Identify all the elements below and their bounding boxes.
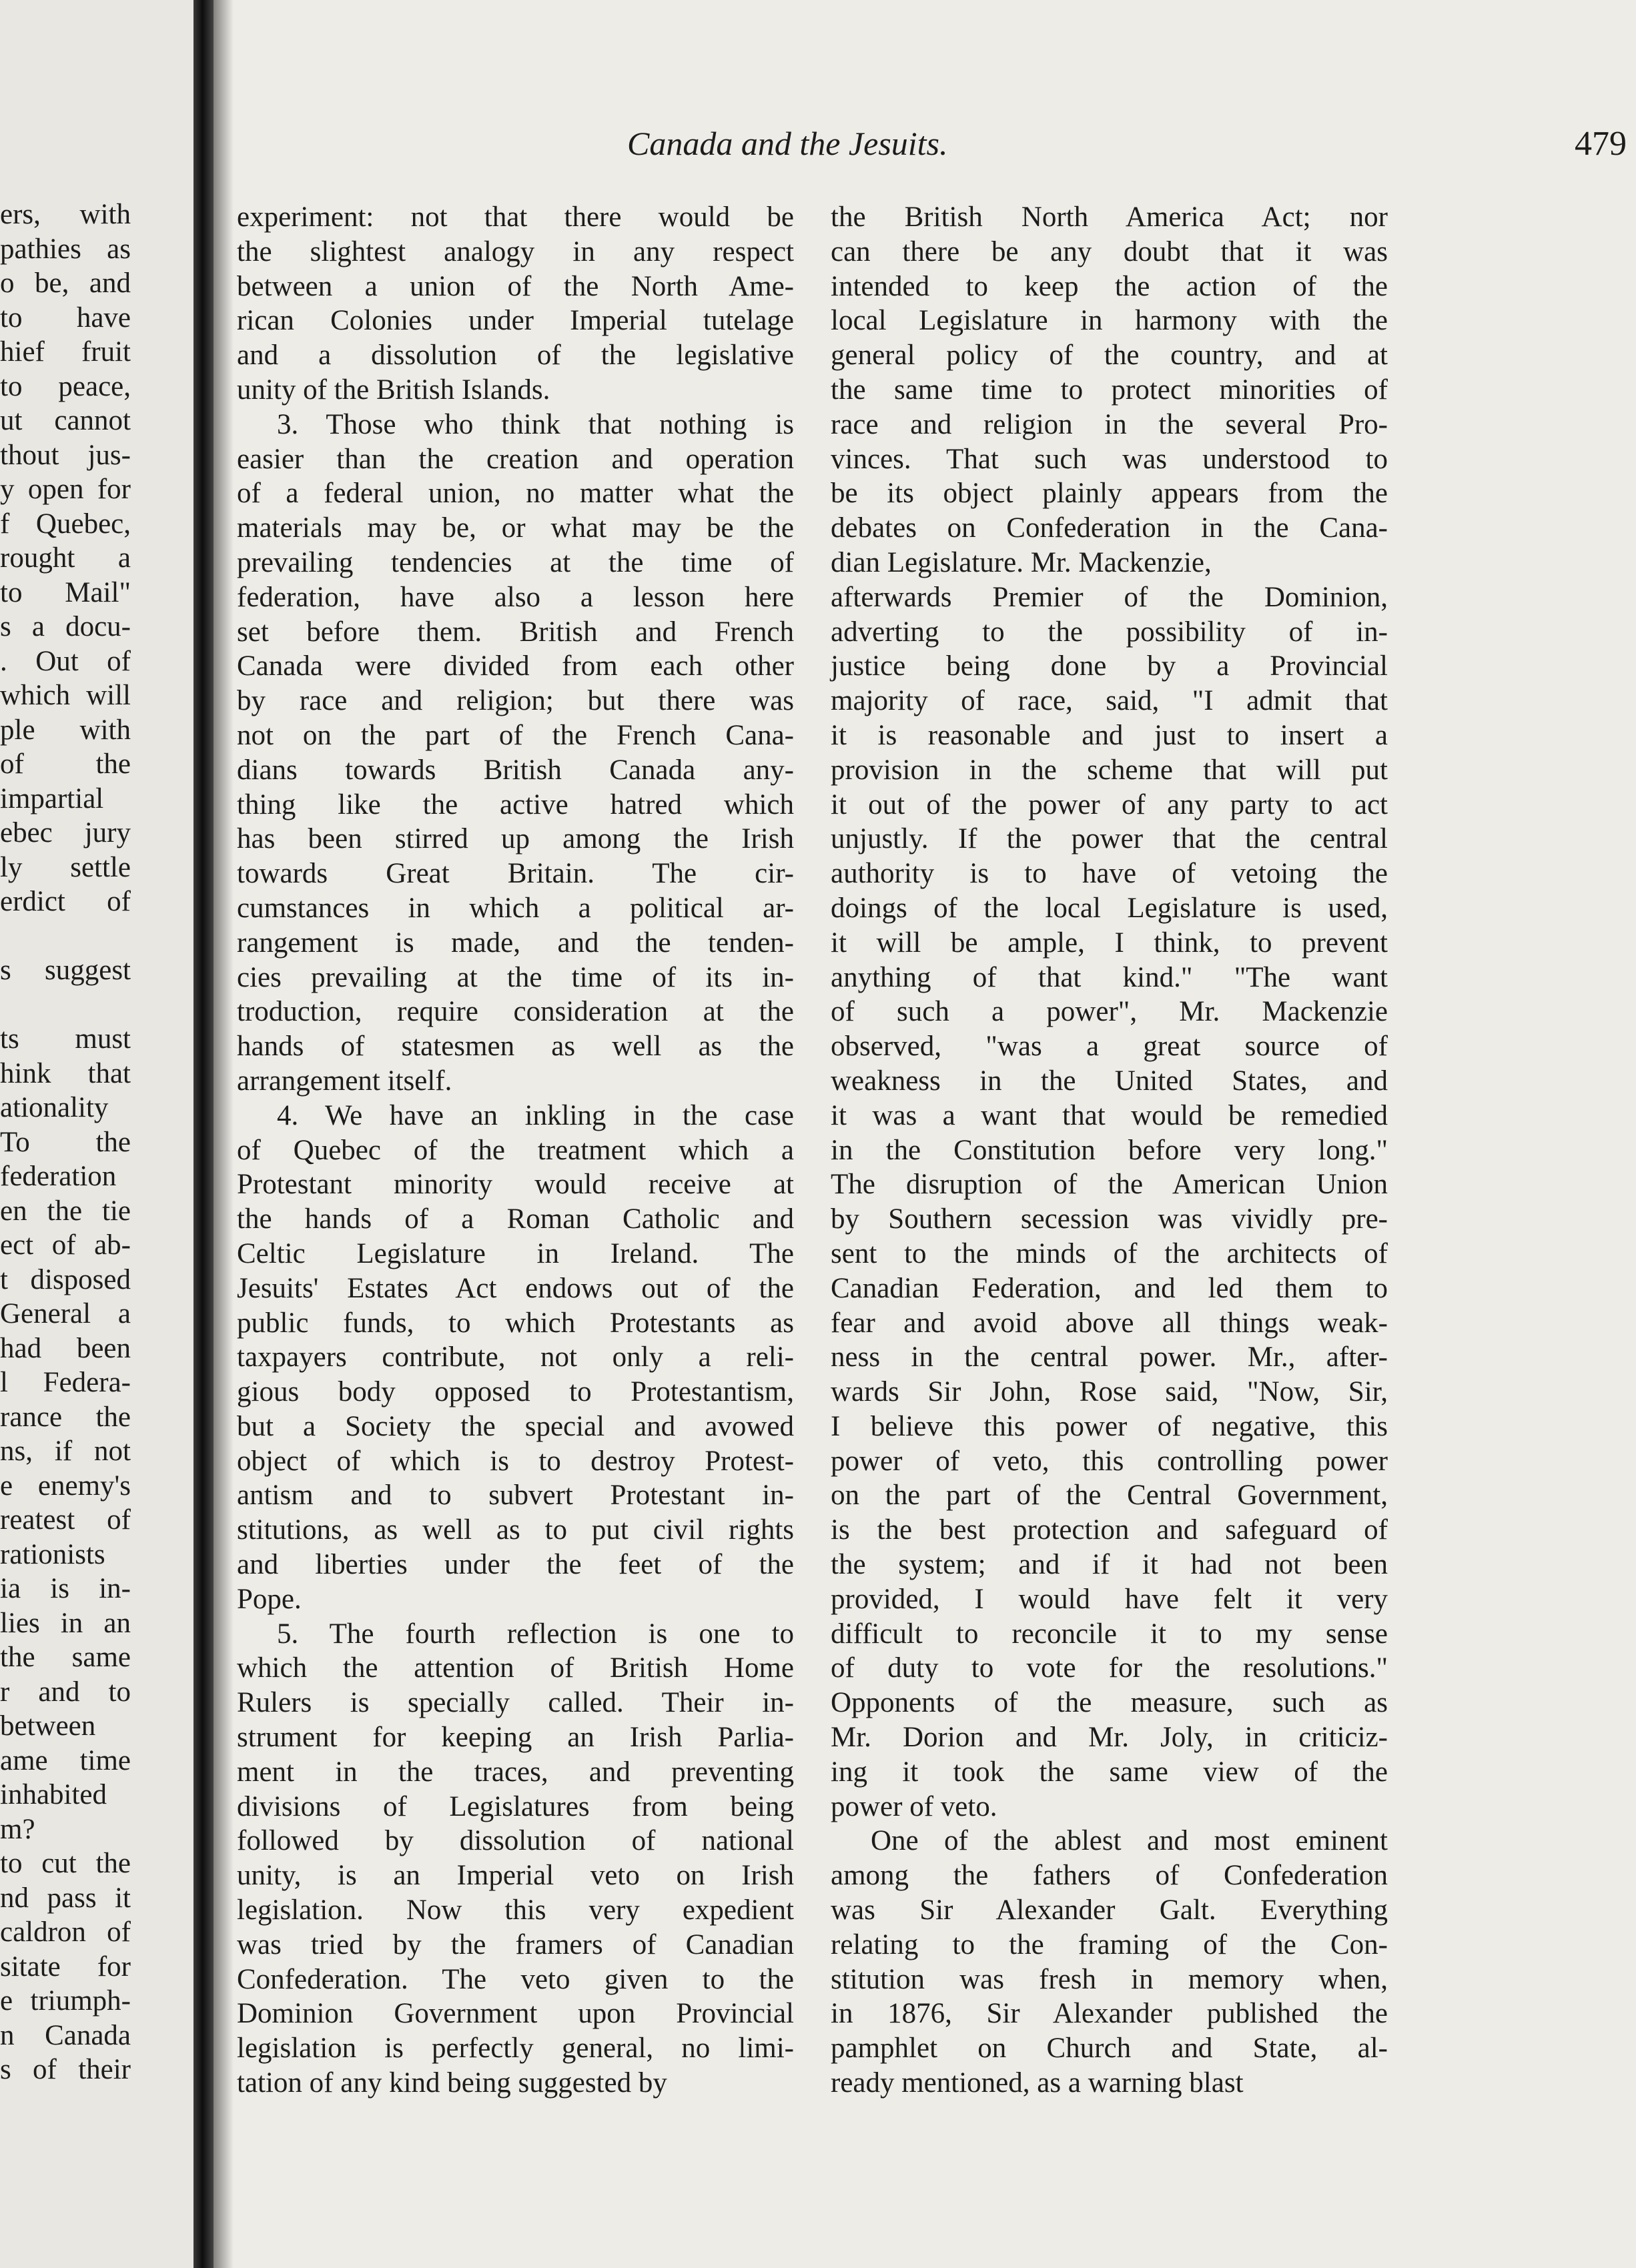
left-page-fragment: ationality (0, 1092, 109, 1123)
text-line: observed, "was a great source of (831, 1031, 1388, 1063)
left-page-fragment: the same (0, 1642, 131, 1673)
left-page-fragment: hink that (0, 1057, 131, 1089)
text-line: by Southern secession was vividly pre- (831, 1203, 1388, 1235)
text-line: unity, is an Imperial veto on Irish (237, 1860, 794, 1892)
text-line: Jesuits' Estates Act endows out of the (237, 1272, 794, 1304)
text-line: the hands of a Roman Catholic and (237, 1203, 794, 1235)
left-page-fragment: impartial (0, 782, 104, 814)
text-line: towards Great Britain. The cir- (237, 858, 794, 890)
page-number: 479 (1575, 125, 1627, 163)
page-shadow (214, 0, 234, 2268)
text-line: cies prevailing at the time of its in- (237, 961, 794, 993)
text-line: legislation is perfectly general, no limi- (237, 2033, 794, 2065)
text-line: stitution was fresh in memory when, (831, 1963, 1388, 1995)
left-page-fragment: e triumph- (0, 1985, 131, 2017)
text-line: Celtic Legislature in Ireland. The (237, 1237, 794, 1269)
left-page-fragment: f Quebec, (0, 508, 131, 540)
text-column-2 (831, 200, 1388, 2101)
text-line: pamphlet on Church and State, al- (831, 2033, 1388, 2065)
text-line: race and religion in the several Pro- (831, 408, 1388, 440)
left-page-fragment: m? (0, 1813, 35, 1845)
text-line: vinces. That such was understood to (831, 443, 1388, 475)
text-line: set before them. British and French (237, 616, 794, 648)
left-page-fragment: r and to (0, 1676, 131, 1708)
left-page-fragment: s of their (0, 2054, 131, 2085)
text-line: authority is to have of vetoing the (831, 858, 1388, 890)
text-line: it is reasonable and just to insert a (831, 719, 1388, 751)
text-line: is the best protection and safeguard of (831, 1514, 1388, 1546)
text-line: thing like the active hatred which (237, 788, 794, 820)
text-line: taxpayers contribute, not only a reli- (237, 1341, 794, 1373)
left-page-fragment: to have (0, 302, 131, 334)
left-page-fragment: To the (0, 1126, 131, 1158)
left-page-fragment: to cut the (0, 1848, 131, 1879)
book-gutter (193, 0, 214, 2268)
text-line: of such a power", Mr. Mackenzie (831, 996, 1388, 1028)
text-line: stitutions, as well as to put civil rights (237, 1514, 794, 1546)
text-line: in 1876, Sir Alexander published the (831, 1998, 1388, 2030)
left-page-fragment: rought a (0, 542, 131, 574)
text-line: object of which is to destroy Protest- (237, 1445, 794, 1477)
text-line: Rulers is specially called. Their in- (237, 1687, 794, 1719)
left-page-fragment: which will (0, 680, 131, 711)
text-line: rican Colonies under Imperial tutelage (237, 305, 794, 337)
text-line: of Quebec of the treatment which a (237, 1134, 794, 1166)
left-page-fragment: ers, with (0, 199, 131, 230)
text-line: troduction, require consideration at the (237, 996, 794, 1028)
text-line: it will be ample, I think, to prevent (831, 927, 1388, 959)
left-page-fragment: s suggest (0, 955, 131, 986)
text-line: unjustly. If the power that the central (831, 823, 1388, 855)
text-line: public funds, to which Protestants as (237, 1307, 794, 1339)
left-page-fragment: t disposed (0, 1263, 131, 1295)
text-line: hands of statesmen as well as the (237, 1031, 794, 1063)
main-page (214, 0, 1636, 2268)
text-line: 4. We have an inkling in the case (277, 1099, 794, 1131)
text-line: local Legislature in harmony with the (831, 305, 1388, 337)
text-line: divisions of Legislatures from being (237, 1790, 794, 1822)
text-line: cumstances in which a political ar- (237, 892, 794, 924)
text-line: rangement is made, and the tenden- (237, 927, 794, 959)
left-page-text (0, 197, 131, 2087)
text-line: and a dissolution of the legislative (237, 340, 794, 372)
left-page-fragment: ts must (0, 1023, 131, 1055)
text-line: 5. The fourth reflection is one to (277, 1618, 794, 1650)
text-line: afterwards Premier of the Dominion, (831, 581, 1388, 613)
left-page-fragment: lies in an (0, 1607, 131, 1639)
text-line: power of veto. (831, 1790, 997, 1822)
left-page-fragment: ple with (0, 714, 131, 746)
text-line: One of the ablest and most eminent (871, 1825, 1388, 1857)
text-line: Mr. Dorion and Mr. Joly, in criticiz- (831, 1722, 1388, 1754)
text-line: which the attention of British Home (237, 1652, 794, 1684)
text-line: among the fathers of Confederation (831, 1860, 1388, 1892)
left-page-fragment: ns, if not (0, 1436, 131, 1467)
left-page-fragment: ly settle (0, 851, 131, 883)
left-page-fragment: en the tie (0, 1195, 131, 1227)
text-line: power of veto, this controlling power (831, 1445, 1388, 1477)
left-page-fragment (0, 919, 131, 954)
text-line: was Sir Alexander Galt. Everything (831, 1894, 1388, 1926)
text-line: provision in the scheme that will put (831, 754, 1388, 786)
text-line: doings of the local Legislature is used, (831, 892, 1388, 924)
text-line: it out of the power of any party to act (831, 788, 1388, 820)
text-line: not on the part of the French Cana- (237, 719, 794, 751)
text-line: anything of that kind." "The want (831, 961, 1388, 993)
text-line: the slightest analogy in any respect (237, 235, 794, 267)
text-line: but a Society the special and avowed (237, 1410, 794, 1442)
left-page-fragment: to Mail" (0, 576, 131, 608)
text-line: wards Sir John, Rose said, "Now, Sir, (831, 1376, 1388, 1408)
text-line: of a federal union, no matter what the (237, 478, 794, 510)
text-line: Canada were divided from each other (237, 650, 794, 682)
text-line: between a union of the North Ame- (237, 270, 794, 302)
text-line: materials may be, or what may be the (237, 512, 794, 544)
text-column-1 (237, 200, 794, 2101)
left-page-fragment: rationists (0, 1538, 105, 1570)
text-line: it was a want that would be remedied (831, 1099, 1388, 1131)
left-page-fragment: rance the (0, 1401, 131, 1433)
text-line: debates on Confederation in the Cana- (831, 512, 1388, 544)
text-line: easier than the creation and operation (237, 443, 794, 475)
text-line: arrangement itself. (237, 1065, 452, 1097)
running-head: Canada and the Jesuits. (627, 125, 948, 162)
text-line: by race and religion; but there was (237, 685, 794, 717)
text-line: unity of the British Islands. (237, 374, 550, 406)
left-page (0, 0, 193, 2268)
left-page-fragment: to peace, (0, 370, 131, 402)
text-line: antism and to subvert Protestant in- (237, 1480, 794, 1512)
left-page-fragment (0, 988, 131, 1023)
text-line: of duty to vote for the resolutions." (831, 1652, 1388, 1684)
text-line: can there be any doubt that it was (831, 235, 1388, 267)
text-line: federation, have also a lesson here (237, 581, 794, 613)
text-line: ness in the central power. Mr., after- (831, 1341, 1388, 1373)
text-line: legislation. Now this very expedient (237, 1894, 794, 1926)
left-page-fragment: y open for (0, 474, 131, 505)
text-line: the British North America Act; nor (831, 201, 1388, 233)
left-page-fragment: had been (0, 1332, 131, 1364)
text-line: in the Constitution before very long." (831, 1134, 1388, 1166)
left-page-fragment: hief fruit (0, 336, 131, 368)
text-line: dians towards British Canada any- (237, 754, 794, 786)
text-line: Confederation. The veto given to the (237, 1963, 794, 1995)
left-page-fragment: ame time (0, 1744, 131, 1776)
text-line: ment in the traces, and preventing (237, 1756, 794, 1788)
text-line: The disruption of the American Union (831, 1169, 1388, 1201)
text-line: weakness in the United States, and (831, 1065, 1388, 1097)
text-line: general policy of the country, and at (831, 340, 1388, 372)
left-page-fragment: n Canada (0, 2019, 131, 2051)
left-page-fragment: s a docu- (0, 611, 131, 642)
text-line: the system; and if it had not been (831, 1549, 1388, 1581)
text-line: followed by dissolution of national (237, 1825, 794, 1857)
left-page-fragment: between (0, 1710, 96, 1742)
text-line: ready mentioned, as a warning blast (831, 2067, 1244, 2099)
left-page-fragment: erdict of (0, 886, 131, 917)
text-line: intended to keep the action of the (831, 270, 1388, 302)
left-page-fragment: o be, and (0, 267, 131, 299)
left-page-fragment: ect of ab- (0, 1229, 131, 1261)
text-line: gious body opposed to Protestantism, (237, 1376, 794, 1408)
text-line: fear and avoid above all things weak- (831, 1307, 1388, 1339)
text-line: provided, I would have felt it very (831, 1583, 1388, 1615)
text-line: difficult to reconcile it to my sense (831, 1618, 1388, 1650)
left-page-fragment: pathies as (0, 233, 131, 265)
left-page-fragment: . Out of (0, 645, 131, 677)
text-line: and liberties under the feet of the (237, 1549, 794, 1581)
text-line: adverting to the possibility of in- (831, 616, 1388, 648)
text-line: Canadian Federation, and led them to (831, 1272, 1388, 1304)
left-page-fragment: of the (0, 748, 131, 780)
text-line: on the part of the Central Government, (831, 1480, 1388, 1512)
left-page-fragment: caldron of (0, 1916, 131, 1948)
text-line: I believe this power of negative, this (831, 1410, 1388, 1442)
text-line: strument for keeping an Irish Parlia- (237, 1722, 794, 1754)
text-line: was tried by the framers of Canadian (237, 1928, 794, 1960)
left-page-fragment: ebec jury (0, 817, 131, 848)
left-page-fragment: sitate for (0, 1950, 131, 1982)
text-line: experiment: not that there would be (237, 201, 794, 233)
text-line: relating to the framing of the Con- (831, 1928, 1388, 1960)
left-page-fragment: nd pass it (0, 1882, 131, 1914)
text-line: majority of race, said, "I admit that (831, 685, 1388, 717)
text-line: justice being done by a Provincial (831, 650, 1388, 682)
left-page-fragment: ia is in- (0, 1573, 131, 1604)
page-header (627, 124, 1636, 177)
text-line: the same time to protect minorities of (831, 374, 1388, 406)
left-page-fragment: inhabited (0, 1779, 107, 1810)
left-page-fragment: reatest of (0, 1504, 131, 1536)
left-page-fragment: e enemy's (0, 1470, 131, 1502)
text-line: dian Legislature. Mr. Mackenzie, (831, 546, 1212, 578)
left-page-fragment: l Federa- (0, 1367, 131, 1398)
text-line: ing it took the same view of the (831, 1756, 1388, 1788)
text-line: sent to the minds of the architects of (831, 1237, 1388, 1269)
text-line: Pope. (237, 1583, 302, 1615)
text-line: be its object plainly appears from the (831, 478, 1388, 510)
text-line: Opponents of the measure, such as (831, 1687, 1388, 1719)
text-line: tation of any kind being suggested by (237, 2067, 667, 2099)
text-line: prevailing tendencies at the time of (237, 546, 794, 578)
left-page-fragment: ut cannot (0, 405, 131, 436)
text-line: 3. Those who think that nothing is (277, 408, 794, 440)
text-line: Dominion Government upon Provincial (237, 1998, 794, 2030)
text-line: Protestant minority would receive at (237, 1169, 794, 1201)
left-page-fragment: federation (0, 1161, 117, 1192)
text-line: has been stirred up among the Irish (237, 823, 794, 855)
left-page-fragment: thout jus- (0, 439, 131, 471)
left-page-fragment: General a (0, 1298, 131, 1329)
